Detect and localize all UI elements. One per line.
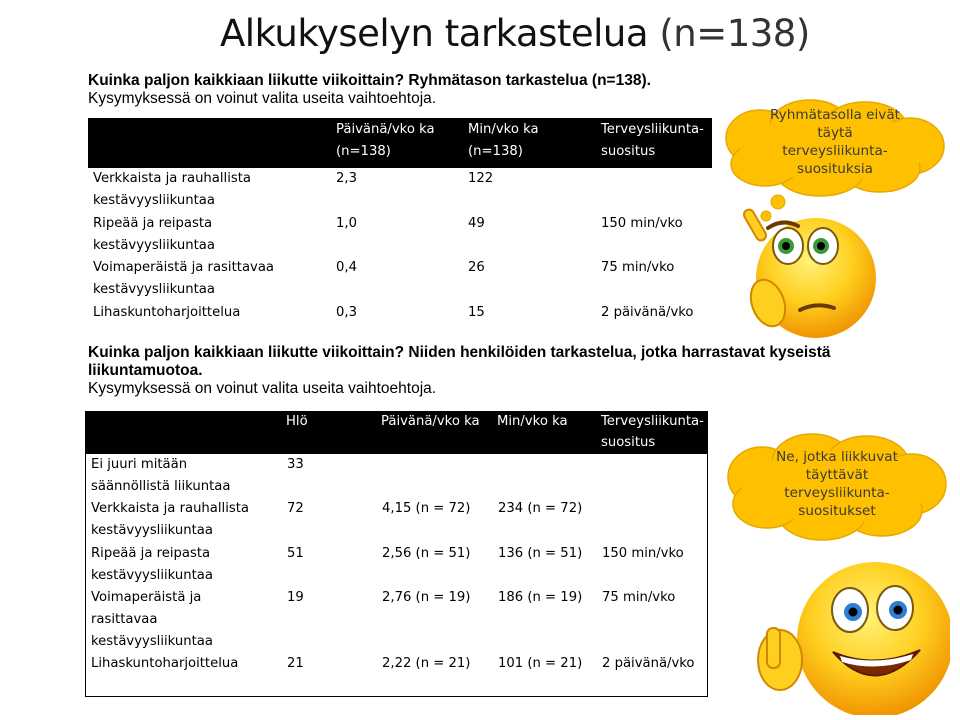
table-header (85, 411, 708, 454)
row-min: 101 (n = 21) (498, 656, 583, 671)
row-min: 122 (468, 171, 494, 186)
row-label: Verkkaista ja rauhallista (91, 501, 249, 516)
cloud-line: Ryhmätasolla eivät (769, 107, 901, 123)
thought-cloud-1 (720, 98, 950, 198)
cloud-line: terveysliikunta- (784, 485, 890, 501)
row-days: 2,22 (n = 21) (382, 656, 471, 671)
row-days: 1,0 (336, 216, 357, 231)
cloud-line: Ne, jotka liikkuvat (776, 449, 898, 465)
row-days: 4,15 (n = 72) (382, 501, 471, 516)
group-level-table (88, 118, 712, 326)
row-min: 26 (468, 260, 485, 275)
title-main: Alkukyselyn tarkastelua (220, 12, 649, 55)
header-rec-2: suositus (601, 144, 656, 159)
question-1-line2: Kysymyksessä on voinut valita useita vaihtoehtoja. (88, 90, 437, 107)
thinking-emoji-icon (738, 198, 878, 343)
cloud-line: terveysliikunta- (782, 143, 888, 159)
row-min: 15 (468, 305, 485, 320)
row-label-2: kestävyysliikuntaa (93, 282, 215, 297)
row-rec: 2 päivänä/vko (601, 305, 694, 320)
question-2-line2: liikuntamuotoa. (88, 362, 203, 379)
row-min: 136 (n = 51) (498, 546, 583, 561)
title-count: (n=138) (659, 12, 810, 55)
question-2 (88, 344, 831, 398)
row-label-3: kestävyysliikuntaa (91, 634, 213, 649)
header-persons: Hlö (286, 414, 308, 429)
row-label-2: rasittavaa (91, 612, 158, 627)
row-rec: 150 min/vko (602, 546, 684, 561)
row-label-2: kestävyysliikuntaa (91, 568, 213, 583)
row-persons: 72 (287, 501, 304, 516)
header-days-n: (n=138) (336, 144, 391, 159)
cloud-line: täyttävät (805, 467, 869, 483)
row-rec: 150 min/vko (601, 216, 683, 231)
row-min: 49 (468, 216, 485, 231)
header-days: Päivänä/vko ka (336, 122, 435, 137)
row-label: Voimaperäistä ja rasittavaa (93, 260, 274, 275)
row-label: Lihaskuntoharjoittelua (93, 305, 241, 320)
header-min-n: (n=138) (468, 144, 523, 159)
table-header (88, 118, 712, 168)
header-rec: Terveysliikunta- (601, 122, 704, 137)
row-label-2: kestävyysliikuntaa (93, 193, 215, 208)
cloud-line: suosituksia (797, 161, 873, 177)
row-label: Verkkaista ja rauhallista (93, 171, 251, 186)
row-label: Lihaskuntoharjoittelua (91, 656, 239, 671)
row-rec: 75 min/vko (602, 590, 676, 605)
row-label: Ripeää ja reipasta (93, 216, 213, 231)
smiling-emoji-icon (745, 540, 950, 715)
page-title (220, 12, 820, 55)
cloud-line: täytä (817, 125, 853, 141)
row-min: 186 (n = 19) (498, 590, 583, 605)
header-min: Min/vko ka (497, 414, 568, 429)
header-rec: Terveysliikunta- (601, 414, 704, 429)
cloud-text (750, 106, 920, 178)
question-1-line1: Kuinka paljon kaikkiaan liikutte viikoittain? Ryhmätason tarkastelua (n=138). (88, 72, 651, 89)
row-label: Ripeää ja reipasta (91, 546, 211, 561)
header-min: Min/vko ka (468, 122, 539, 137)
row-days: 0,3 (336, 305, 357, 320)
header-days: Päivänä/vko ka (381, 414, 480, 429)
row-persons: 21 (287, 656, 304, 671)
cloud-line: suositukset (798, 503, 876, 519)
row-rec: 2 päivänä/vko (602, 656, 695, 671)
question-2-line1: Kuinka paljon kaikkiaan liikutte viikoittain? Niiden henkilöiden tarkastelua, jotka harrastavat kyseistä (88, 344, 831, 361)
row-min: 234 (n = 72) (498, 501, 583, 516)
row-persons: 33 (287, 457, 304, 472)
row-rec: 75 min/vko (601, 260, 675, 275)
row-days: 2,3 (336, 171, 357, 186)
row-days: 2,56 (n = 51) (382, 546, 471, 561)
thought-cloud-2 (722, 432, 952, 542)
row-days: 2,76 (n = 19) (382, 590, 471, 605)
row-persons: 51 (287, 546, 304, 561)
question-2-line3: Kysymyksessä on voinut valita useita vaihtoehtoja. (88, 380, 437, 397)
header-rec-2: suositus (601, 435, 656, 450)
row-days: 0,4 (336, 260, 357, 275)
row-label-2: säännöllistä liikuntaa (91, 479, 231, 494)
cloud-text (752, 448, 922, 520)
question-1 (88, 72, 651, 108)
row-label-2: kestävyysliikuntaa (91, 523, 213, 538)
row-persons: 19 (287, 590, 304, 605)
row-label-2: kestävyysliikuntaa (93, 238, 215, 253)
row-label: Voimaperäistä ja (91, 590, 202, 605)
individual-level-table (85, 411, 708, 697)
row-label: Ei juuri mitään (91, 457, 188, 472)
